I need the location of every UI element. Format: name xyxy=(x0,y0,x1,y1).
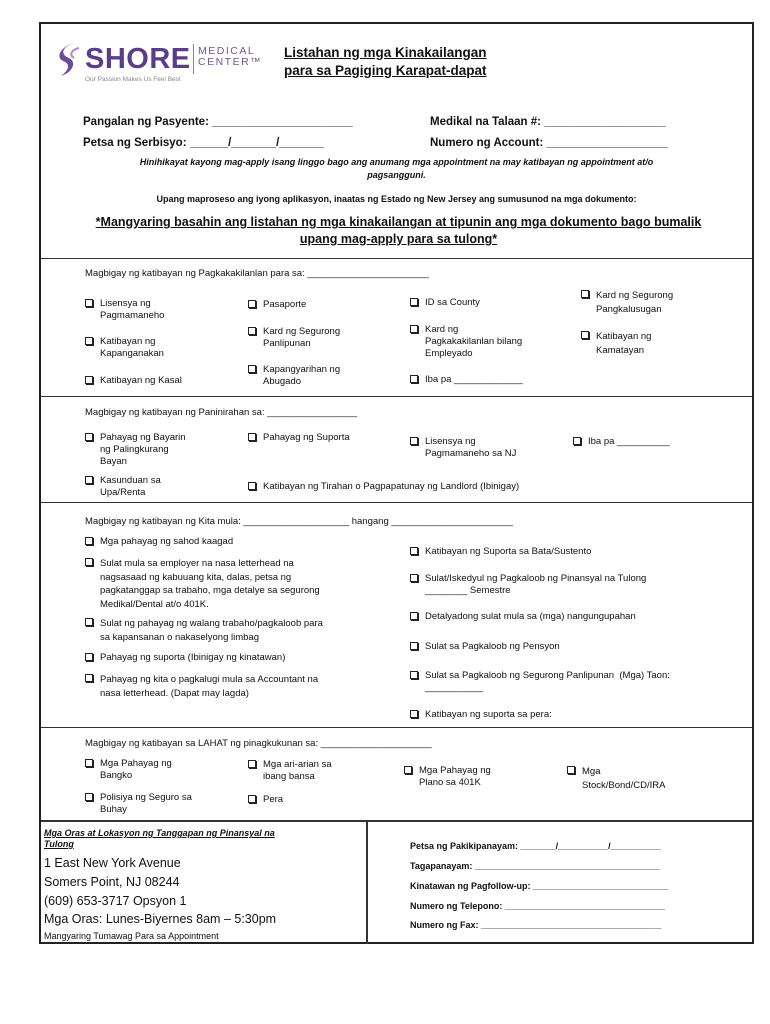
income-heading: Magbigay ng katibayan ng Kita mula: ____________________ hangang _______________________ xyxy=(85,516,513,527)
sources-item[interactable]: Mga Stock/Bond/CD/IRA xyxy=(565,765,665,793)
checkbox-icon[interactable] xyxy=(410,298,418,306)
sources-heading: Magbigay ng katibayan sa LAHAT ng pinagkukunan sa: _____________________ xyxy=(85,738,432,749)
checkbox-icon[interactable] xyxy=(248,327,256,335)
interviewer-field[interactable]: Tagapanayam: _____________________________________ xyxy=(410,861,661,871)
logo-tagline: Our Passion Makes Us Feel Best xyxy=(85,76,181,83)
income-right-item[interactable]: Katibayan ng suporta sa pera: xyxy=(408,709,552,721)
weekly-note-line2: pagsangguni. xyxy=(367,170,426,180)
identity-item[interactable]: Kard ng Segurong Pangkalusugan xyxy=(579,289,673,317)
checkbox-icon[interactable] xyxy=(85,476,93,484)
identity-item[interactable]: Kard ng Pagkakakilanlan bilang Empleyado xyxy=(408,324,522,360)
income-right-item[interactable]: Sulat sa Pagkaloob ng Segurong Panlipunan (Mga) Taon: ___________ xyxy=(408,670,670,694)
identity-item[interactable]: Kapangyarihan ng Abugado xyxy=(246,364,340,388)
identity-item[interactable]: Iba pa _____________ xyxy=(408,374,523,386)
checkbox-icon[interactable] xyxy=(410,642,418,650)
checkbox-icon[interactable] xyxy=(248,482,256,490)
office-title-line2: Tulong xyxy=(44,839,74,849)
interview-date-field[interactable]: Petsa ng Pakikipanayam: _______/__________/__________ xyxy=(410,841,661,851)
sources-item[interactable]: Mga Pahayag ng Plano sa 401K xyxy=(402,765,491,789)
sources-item[interactable]: Mga ari-arian sa ibang bansa xyxy=(246,759,332,783)
office-title xyxy=(44,828,275,850)
identity-item[interactable]: Pasaporte xyxy=(246,299,306,311)
phone-number-field[interactable]: Numero ng Telepono: ________________________________ xyxy=(410,901,666,911)
nj-docs-note: Upang maproseso ang iyong aplikasyon, inaatas ng Estado ng New Jersey ang sumusunod na mga dokumento: xyxy=(156,194,637,204)
address-line1: 1 East New York Avenue xyxy=(44,856,181,870)
checkbox-icon[interactable] xyxy=(410,671,418,679)
checkbox-icon[interactable] xyxy=(85,433,93,441)
form-title-line1: Listahan ng mga Kinakailangan xyxy=(284,45,487,60)
form-frame xyxy=(39,22,754,944)
identity-item[interactable]: Lisensya ng Pagmamaneho xyxy=(83,298,164,322)
divider xyxy=(41,727,752,728)
identity-item[interactable]: ID sa County xyxy=(408,297,480,309)
income-left-item[interactable]: Pahayag ng suporta (Ibinigay ng kinatawan) xyxy=(83,652,285,664)
call-note: Mangyaring Tumawag Para sa Appointment xyxy=(44,931,219,941)
checkbox-icon[interactable] xyxy=(410,710,418,718)
checkbox-icon[interactable] xyxy=(248,760,256,768)
checkbox-icon[interactable] xyxy=(567,766,575,774)
checkbox-icon[interactable] xyxy=(573,437,581,445)
income-right-item[interactable]: Katibayan ng Suporta sa Bata/Sustento xyxy=(408,546,591,558)
patient-name-field[interactable]: Pangalan ng Pasyente: ______________________ xyxy=(83,116,353,128)
read-line1: *Mangyaring basahin ang listahan ng mga kinakailangan at tipunin ang mga dokumento bago bumalik xyxy=(95,215,702,229)
checkbox-icon[interactable] xyxy=(410,574,418,582)
checkbox-icon[interactable] xyxy=(581,331,589,339)
identity-item[interactable]: Katibayan ng Kasal xyxy=(83,375,182,387)
form-title xyxy=(284,44,487,80)
checkbox-icon[interactable] xyxy=(85,537,93,545)
weekly-note xyxy=(61,156,732,182)
income-left-item[interactable]: Sulat mula sa employer na nasa letterhead na nagsasaad ng kabuuang kita, dalas, petsa ng pagkatanggap sa trabaho, mga detalye sa segurong Medikal/Dental at/o 401K. xyxy=(83,557,320,611)
identity-item[interactable]: Katibayan ng Kapanganakan xyxy=(83,336,164,360)
checkbox-icon[interactable] xyxy=(581,290,589,298)
weekly-note-line1: Hinihikayat kayong mag-apply isang linggo bago ang anumang mga appointment na may katibayan ng appointment at/o xyxy=(139,157,654,167)
checkbox-icon[interactable] xyxy=(85,618,93,626)
residence-heading: Magbigay ng katibayan ng Paninirahan sa: _________________ xyxy=(85,407,358,418)
fax-number-field[interactable]: Numero ng Fax: ____________________________________ xyxy=(410,920,662,930)
checkbox-icon[interactable] xyxy=(85,558,93,566)
service-date-field[interactable]: Petsa ng Serbisyo: ______/_______/_______ xyxy=(83,137,325,149)
logo-wordmark: SHORE xyxy=(85,43,191,75)
read-instructions xyxy=(71,214,726,248)
checkbox-icon[interactable] xyxy=(248,433,256,441)
checkbox-icon[interactable] xyxy=(410,612,418,620)
checkbox-icon[interactable] xyxy=(410,547,418,555)
checkbox-icon[interactable] xyxy=(248,300,256,308)
medical-record-field[interactable]: Medikal na Talaan #: ___________________ xyxy=(430,116,666,128)
checkbox-icon[interactable] xyxy=(85,759,93,767)
checkbox-icon[interactable] xyxy=(85,299,93,307)
divider xyxy=(41,820,752,822)
sources-item[interactable]: Mga Pahayag ng Bangko xyxy=(83,758,172,782)
address-line2: Somers Point, NJ 08244 xyxy=(44,875,180,889)
office-title-line1: Mga Oras at Lokasyon ng Tanggapan ng Pinansyal na xyxy=(44,828,275,838)
logo-medical-center xyxy=(198,46,262,68)
identity-item[interactable]: Katibayan ng Kamatayan xyxy=(579,330,651,358)
checkbox-icon[interactable] xyxy=(248,365,256,373)
logo-divider xyxy=(193,44,194,74)
office-phone: (609) 653-3717 Opsyon 1 xyxy=(44,894,187,908)
checkbox-icon[interactable] xyxy=(85,653,93,661)
identity-item[interactable]: Kard ng Segurong Panlipunan xyxy=(246,326,340,350)
identity-heading: Magbigay ng katibayan ng Pagkakakilanlan para sa: _______________________ xyxy=(85,268,429,279)
checkbox-icon[interactable] xyxy=(248,795,256,803)
residence-item[interactable]: Katibayan ng Tirahan o Pagpapatunay ng Landlord (Ibinigay) xyxy=(246,481,519,493)
logo-center: CENTER™ xyxy=(198,56,263,68)
shore-logo xyxy=(55,38,263,86)
residence-item[interactable]: Pahayag ng Suporta xyxy=(246,432,350,444)
checkbox-icon[interactable] xyxy=(410,375,418,383)
read-line2: upang mag-apply para sa tulong* xyxy=(299,232,498,246)
income-right-item[interactable]: Detalyadong sulat mula sa (mga) nangungupahan xyxy=(408,611,636,623)
income-right-item[interactable]: Sulat/Iskedyul ng Pagkaloob ng Pinansyal na Tulong ________ Semestre xyxy=(408,573,646,597)
divider xyxy=(41,258,752,259)
form-title-line2: para sa Pagiging Karapat-dapat xyxy=(284,63,487,78)
residence-item[interactable]: Pahayag ng Bayarin ng Palingkurang Bayan xyxy=(83,432,186,468)
income-left-item[interactable]: Pahayag ng kita o pagkalugi mula sa Accountant na nasa letterhead. (Dapat may lagda) xyxy=(83,673,318,700)
followup-field[interactable]: Kinatawan ng Pagfollow-up: ___________________________ xyxy=(410,881,669,891)
checkbox-icon[interactable] xyxy=(85,793,93,801)
income-left-item[interactable]: Mga pahayag ng sahod kaagad xyxy=(83,536,233,548)
residence-item[interactable]: Kasunduan sa Upa/Renta xyxy=(83,475,161,499)
account-number-field[interactable]: Numero ng Account: ___________________ xyxy=(430,137,669,149)
checkbox-icon[interactable] xyxy=(410,437,418,445)
sources-item[interactable]: Polisiya ng Seguro sa Buhay xyxy=(83,792,192,816)
sources-item[interactable]: Pera xyxy=(246,794,283,806)
residence-item[interactable]: Lisensya ng Pagmamaneho sa NJ xyxy=(408,436,516,460)
income-left-item[interactable]: Sulat ng pahayag ng walang trabaho/pagkaloob para sa kapansanan o nakaselyong limbag xyxy=(83,617,323,644)
shore-logo-icon xyxy=(55,40,83,80)
income-right-item[interactable]: Sulat sa Pagkaloob ng Pensyon xyxy=(408,641,560,653)
checkbox-icon[interactable] xyxy=(85,337,93,345)
checkbox-icon[interactable] xyxy=(85,376,93,384)
office-hours: Mga Oras: Lunes-Biyernes 8am – 5:30pm xyxy=(44,912,277,926)
checkbox-icon[interactable] xyxy=(404,766,412,774)
checkbox-icon[interactable] xyxy=(410,325,418,333)
divider xyxy=(41,396,752,397)
residence-item[interactable]: Iba pa __________ xyxy=(571,436,670,448)
logo-medical: MEDICAL xyxy=(198,45,256,57)
footer-divider xyxy=(366,820,368,944)
divider xyxy=(41,502,752,503)
checkbox-icon[interactable] xyxy=(85,674,93,682)
